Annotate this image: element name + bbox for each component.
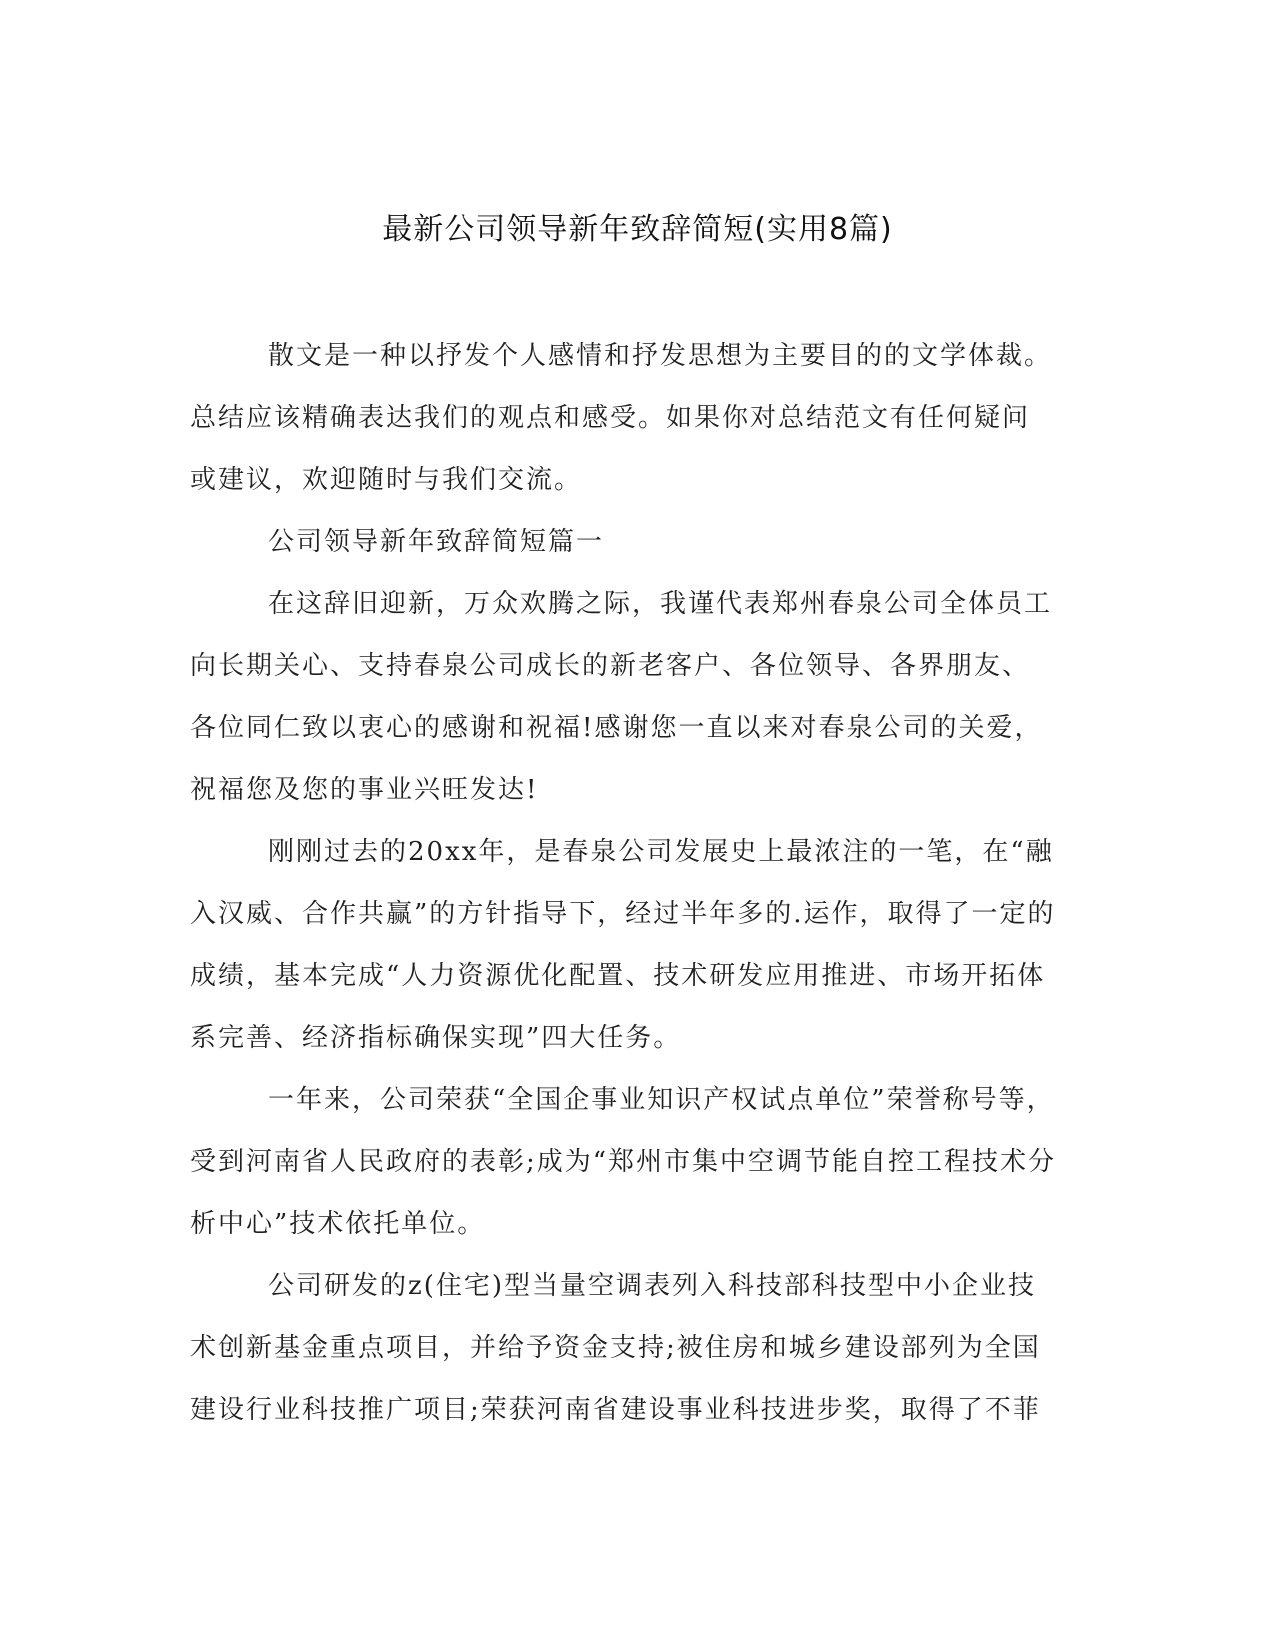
paragraph-line: 建设行业科技推广项目;荣获河南省建设事业科技进步奖，取得了不菲 <box>190 1395 1041 1425</box>
paragraph-line: 刚刚过去的20xx年，是春泉公司发展史上最浓注的一笔，在“融 <box>268 837 1054 867</box>
paragraph-line: 受到河南省人民政府的表彰;成为“郑州市集中空调节能自控工程技术分 <box>190 1147 1057 1177</box>
paragraph-line: 成绩，基本完成“人力资源优化配置、技术研发应用推进、市场开拓体 <box>190 961 1046 991</box>
paragraph-line: 总结应该精确表达我们的观点和感受。如果你对总结范文有任何疑问 <box>190 403 1031 433</box>
document-title: 最新公司领导新年致辞简短(实用8篇) <box>382 212 893 247</box>
paragraph-line: 入汉威、合作共赢”的方针指导下，经过半年多的.运作，取得了一定的 <box>190 899 1056 929</box>
paragraph-line: 散文是一种以抒发个人感情和抒发思想为主要目的的文学体裁。 <box>268 341 1053 371</box>
paragraph-line: 公司研发的z(住宅)型当量空调表列入科技部科技型中小企业技 <box>268 1271 1036 1301</box>
section-heading: 公司领导新年致辞简短篇一 <box>268 527 605 557</box>
paragraph-line: 系完善、经济指标确保实现”四大任务。 <box>190 1023 682 1053</box>
paragraph-line: 或建议，欢迎随时与我们交流。 <box>190 465 583 495</box>
paragraph-line: 在这辞旧迎新，万众欢腾之际，我谨代表郑州春泉公司全体员工 <box>268 589 1053 619</box>
paragraph-line: 术创新基金重点项目，并给予资金支持;被住房和城乡建设部列为全国 <box>190 1333 1041 1363</box>
document-body <box>190 325 1080 1441</box>
paragraph-line: 各位同仁致以衷心的感谢和祝福!感谢您一直以来对春泉公司的关爱， <box>190 713 1043 743</box>
paragraph-line: 向长期关心、支持春泉公司成长的新老客户、各位领导、各界朋友、 <box>190 651 1031 681</box>
paragraph-line: 一年来，公司荣获“全国企事业知识产权试点单位”荣誉称号等， <box>268 1085 1055 1115</box>
paragraph-line: 析中心”技术依托单位。 <box>190 1209 486 1239</box>
paragraph-line: 祝福您及您的事业兴旺发达! <box>190 775 539 805</box>
